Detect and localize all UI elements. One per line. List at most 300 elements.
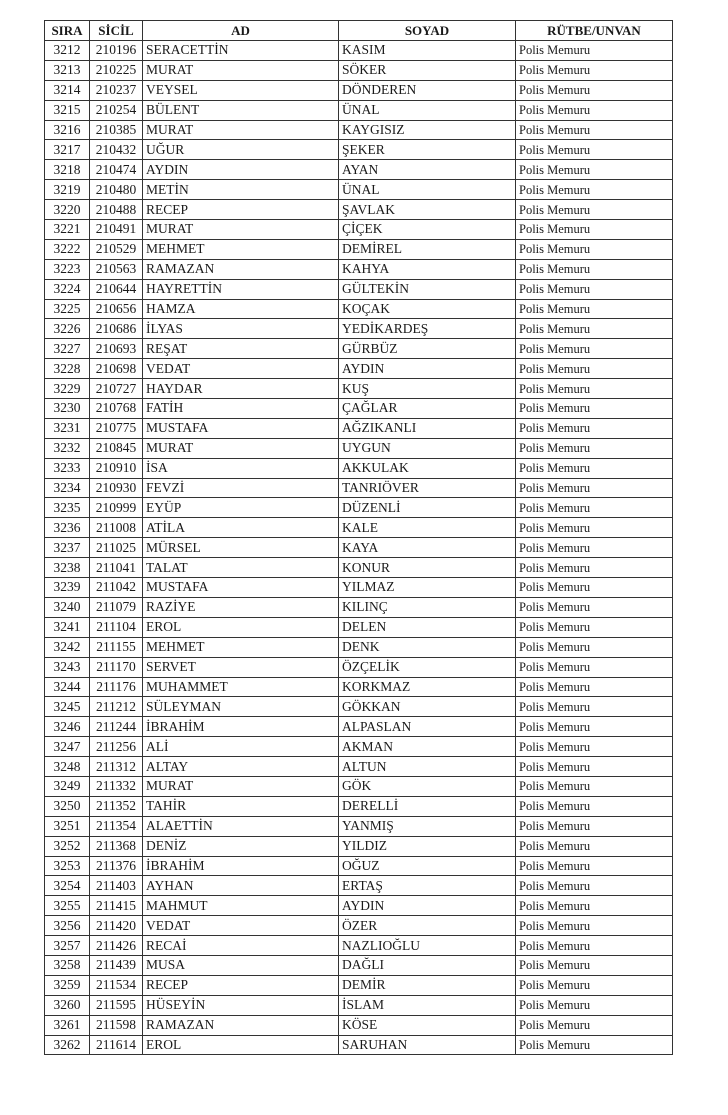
soyad-cell: ÖZÇELİK — [339, 657, 516, 677]
sira-cell: 3253 — [45, 856, 90, 876]
ad-cell: REŞAT — [143, 339, 339, 359]
table-row — [45, 796, 673, 816]
sira-cell: 3215 — [45, 100, 90, 120]
table-row — [45, 876, 673, 896]
table-row — [45, 239, 673, 259]
rutbe-cell: Polis Memuru — [516, 80, 673, 100]
soyad-cell: YEDİKARDEŞ — [339, 319, 516, 339]
sicil-cell: 211008 — [90, 518, 143, 538]
rutbe-cell: Polis Memuru — [516, 677, 673, 697]
table-row — [45, 359, 673, 379]
sicil-cell: 211104 — [90, 617, 143, 637]
sira-cell: 3213 — [45, 60, 90, 80]
rutbe-cell: Polis Memuru — [516, 120, 673, 140]
sicil-cell: 211244 — [90, 717, 143, 737]
ad-cell: ATİLA — [143, 518, 339, 538]
table-row — [45, 498, 673, 518]
sira-cell: 3224 — [45, 279, 90, 299]
sira-cell: 3247 — [45, 737, 90, 757]
sira-cell: 3257 — [45, 936, 90, 956]
sira-cell: 3251 — [45, 816, 90, 836]
rutbe-cell: Polis Memuru — [516, 498, 673, 518]
rutbe-cell: Polis Memuru — [516, 279, 673, 299]
header-rutbe: RÜTBE/UNVAN — [516, 21, 673, 41]
sicil-cell: 210845 — [90, 438, 143, 458]
ad-cell: HAYRETTİN — [143, 279, 339, 299]
ad-cell: TAHİR — [143, 796, 339, 816]
sira-cell: 3249 — [45, 776, 90, 796]
table-row — [45, 816, 673, 836]
soyad-cell: ÜNAL — [339, 180, 516, 200]
soyad-cell: YANMIŞ — [339, 816, 516, 836]
sicil-cell: 211595 — [90, 995, 143, 1015]
ad-cell: HÜSEYİN — [143, 995, 339, 1015]
sicil-cell: 211368 — [90, 836, 143, 856]
soyad-cell: ALPASLAN — [339, 717, 516, 737]
sira-cell: 3217 — [45, 140, 90, 160]
table-header-row — [45, 21, 673, 41]
table-row — [45, 478, 673, 498]
rutbe-cell: Polis Memuru — [516, 140, 673, 160]
rutbe-cell: Polis Memuru — [516, 200, 673, 220]
header-ad: AD — [143, 21, 339, 41]
table-row — [45, 697, 673, 717]
rutbe-cell: Polis Memuru — [516, 1015, 673, 1035]
soyad-cell: YILDIZ — [339, 836, 516, 856]
soyad-cell: YILMAZ — [339, 578, 516, 598]
sicil-cell: 211352 — [90, 796, 143, 816]
rutbe-cell: Polis Memuru — [516, 856, 673, 876]
ad-cell: MUSTAFA — [143, 578, 339, 598]
sira-cell: 3245 — [45, 697, 90, 717]
ad-cell: İBRAHİM — [143, 856, 339, 876]
sicil-cell: 210432 — [90, 140, 143, 160]
header-soyad: SOYAD — [339, 21, 516, 41]
soyad-cell: DÜZENLİ — [339, 498, 516, 518]
table-row — [45, 319, 673, 339]
sira-cell: 3225 — [45, 299, 90, 319]
ad-cell: FATİH — [143, 399, 339, 419]
rutbe-cell: Polis Memuru — [516, 478, 673, 498]
soyad-cell: ÇAĞLAR — [339, 399, 516, 419]
soyad-cell: KAYA — [339, 538, 516, 558]
table-row — [45, 299, 673, 319]
sicil-cell: 211332 — [90, 776, 143, 796]
rutbe-cell: Polis Memuru — [516, 597, 673, 617]
table-row — [45, 438, 673, 458]
ad-cell: RECAİ — [143, 936, 339, 956]
sicil-cell: 210693 — [90, 339, 143, 359]
rutbe-cell: Polis Memuru — [516, 697, 673, 717]
ad-cell: EYÜP — [143, 498, 339, 518]
table-row — [45, 518, 673, 538]
ad-cell: FEVZİ — [143, 478, 339, 498]
rutbe-cell: Polis Memuru — [516, 319, 673, 339]
sicil-cell: 210563 — [90, 259, 143, 279]
sira-cell: 3228 — [45, 359, 90, 379]
sira-cell: 3234 — [45, 478, 90, 498]
rutbe-cell: Polis Memuru — [516, 936, 673, 956]
soyad-cell: ÇİÇEK — [339, 220, 516, 240]
sicil-cell: 210237 — [90, 80, 143, 100]
sicil-cell: 210385 — [90, 120, 143, 140]
ad-cell: ALİ — [143, 737, 339, 757]
sicil-cell: 210491 — [90, 220, 143, 240]
sicil-cell: 211534 — [90, 975, 143, 995]
rutbe-cell: Polis Memuru — [516, 876, 673, 896]
sira-cell: 3244 — [45, 677, 90, 697]
rutbe-cell: Polis Memuru — [516, 399, 673, 419]
sicil-cell: 210698 — [90, 359, 143, 379]
soyad-cell: AYDIN — [339, 359, 516, 379]
rutbe-cell: Polis Memuru — [516, 657, 673, 677]
sicil-cell: 211598 — [90, 1015, 143, 1035]
ad-cell: EROL — [143, 617, 339, 637]
ad-cell: BÜLENT — [143, 100, 339, 120]
table-row — [45, 538, 673, 558]
soyad-cell: KUŞ — [339, 379, 516, 399]
table-row — [45, 776, 673, 796]
soyad-cell: ŞEKER — [339, 140, 516, 160]
sicil-cell: 210196 — [90, 41, 143, 61]
sira-cell: 3250 — [45, 796, 90, 816]
sira-cell: 3235 — [45, 498, 90, 518]
soyad-cell: GÖKKAN — [339, 697, 516, 717]
sira-cell: 3223 — [45, 259, 90, 279]
soyad-cell: KORKMAZ — [339, 677, 516, 697]
sira-cell: 3230 — [45, 399, 90, 419]
rutbe-cell: Polis Memuru — [516, 558, 673, 578]
ad-cell: RAZİYE — [143, 597, 339, 617]
soyad-cell: KASIM — [339, 41, 516, 61]
table-row — [45, 220, 673, 240]
table-row — [45, 955, 673, 975]
sira-cell: 3236 — [45, 518, 90, 538]
soyad-cell: DERELLİ — [339, 796, 516, 816]
rutbe-cell: Polis Memuru — [516, 816, 673, 836]
sicil-cell: 211415 — [90, 896, 143, 916]
ad-cell: MURAT — [143, 776, 339, 796]
rutbe-cell: Polis Memuru — [516, 458, 673, 478]
sira-cell: 3246 — [45, 717, 90, 737]
table-row — [45, 578, 673, 598]
soyad-cell: SÖKER — [339, 60, 516, 80]
ad-cell: ALTAY — [143, 757, 339, 777]
ad-cell: İLYAS — [143, 319, 339, 339]
soyad-cell: DELEN — [339, 617, 516, 637]
ad-cell: MÜRSEL — [143, 538, 339, 558]
table-row — [45, 896, 673, 916]
soyad-cell: DEMİREL — [339, 239, 516, 259]
sira-cell: 3222 — [45, 239, 90, 259]
table-row — [45, 637, 673, 657]
rutbe-cell: Polis Memuru — [516, 239, 673, 259]
ad-cell: RAMAZAN — [143, 1015, 339, 1035]
sicil-cell: 210930 — [90, 478, 143, 498]
rutbe-cell: Polis Memuru — [516, 757, 673, 777]
soyad-cell: GÜRBÜZ — [339, 339, 516, 359]
ad-cell: VEDAT — [143, 916, 339, 936]
soyad-cell: SARUHAN — [339, 1035, 516, 1055]
sira-cell: 3261 — [45, 1015, 90, 1035]
ad-cell: VEDAT — [143, 359, 339, 379]
soyad-cell: KONUR — [339, 558, 516, 578]
ad-cell: EROL — [143, 1035, 339, 1055]
table-row — [45, 558, 673, 578]
sira-cell: 3256 — [45, 916, 90, 936]
rutbe-cell: Polis Memuru — [516, 100, 673, 120]
sicil-cell: 210254 — [90, 100, 143, 120]
rutbe-cell: Polis Memuru — [516, 538, 673, 558]
soyad-cell: DEMİR — [339, 975, 516, 995]
soyad-cell: ÖZER — [339, 916, 516, 936]
soyad-cell: KÖSE — [339, 1015, 516, 1035]
table-row — [45, 1015, 673, 1035]
table-row — [45, 617, 673, 637]
ad-cell: SÜLEYMAN — [143, 697, 339, 717]
table-row — [45, 458, 673, 478]
sira-cell: 3248 — [45, 757, 90, 777]
soyad-cell: NAZLIOĞLU — [339, 936, 516, 956]
ad-cell: MURAT — [143, 438, 339, 458]
ad-cell: RECEP — [143, 975, 339, 995]
rutbe-cell: Polis Memuru — [516, 955, 673, 975]
header-sira: SIRA — [45, 21, 90, 41]
sira-cell: 3254 — [45, 876, 90, 896]
table-row — [45, 120, 673, 140]
soyad-cell: KALE — [339, 518, 516, 538]
ad-cell: MURAT — [143, 60, 339, 80]
ad-cell: İSA — [143, 458, 339, 478]
sira-cell: 3219 — [45, 180, 90, 200]
table-row — [45, 259, 673, 279]
rutbe-cell: Polis Memuru — [516, 995, 673, 1015]
sira-cell: 3232 — [45, 438, 90, 458]
sira-cell: 3259 — [45, 975, 90, 995]
ad-cell: ALAETTİN — [143, 816, 339, 836]
sira-cell: 3237 — [45, 538, 90, 558]
rutbe-cell: Polis Memuru — [516, 339, 673, 359]
rutbe-cell: Polis Memuru — [516, 896, 673, 916]
sicil-cell: 211041 — [90, 558, 143, 578]
rutbe-cell: Polis Memuru — [516, 637, 673, 657]
sicil-cell: 210768 — [90, 399, 143, 419]
table-row — [45, 856, 673, 876]
rutbe-cell: Polis Memuru — [516, 717, 673, 737]
soyad-cell: KILINÇ — [339, 597, 516, 617]
sira-cell: 3243 — [45, 657, 90, 677]
table-row — [45, 975, 673, 995]
soyad-cell: KOÇAK — [339, 299, 516, 319]
rutbe-cell: Polis Memuru — [516, 617, 673, 637]
header-sicil: SİCİL — [90, 21, 143, 41]
sira-cell: 3231 — [45, 418, 90, 438]
sicil-cell: 211439 — [90, 955, 143, 975]
sicil-cell: 210480 — [90, 180, 143, 200]
table-row — [45, 717, 673, 737]
ad-cell: HAYDAR — [143, 379, 339, 399]
sira-cell: 3240 — [45, 597, 90, 617]
table-row — [45, 916, 673, 936]
table-row — [45, 677, 673, 697]
sira-cell: 3242 — [45, 637, 90, 657]
sicil-cell: 211403 — [90, 876, 143, 896]
ad-cell: TALAT — [143, 558, 339, 578]
table-row — [45, 399, 673, 419]
rutbe-cell: Polis Memuru — [516, 41, 673, 61]
sicil-cell: 211354 — [90, 816, 143, 836]
ad-cell: HAMZA — [143, 299, 339, 319]
ad-cell: İBRAHİM — [143, 717, 339, 737]
ad-cell: MURAT — [143, 120, 339, 140]
sira-cell: 3238 — [45, 558, 90, 578]
sicil-cell: 210656 — [90, 299, 143, 319]
sicil-cell: 211170 — [90, 657, 143, 677]
sicil-cell: 211025 — [90, 538, 143, 558]
rutbe-cell: Polis Memuru — [516, 438, 673, 458]
sira-cell: 3218 — [45, 160, 90, 180]
table-row — [45, 80, 673, 100]
soyad-cell: AKMAN — [339, 737, 516, 757]
soyad-cell: AĞZIKANLI — [339, 418, 516, 438]
sicil-cell: 210225 — [90, 60, 143, 80]
ad-cell: MUHAMMET — [143, 677, 339, 697]
table-row — [45, 1035, 673, 1055]
ad-cell: VEYSEL — [143, 80, 339, 100]
ad-cell: RECEP — [143, 200, 339, 220]
sira-cell: 3241 — [45, 617, 90, 637]
sira-cell: 3239 — [45, 578, 90, 598]
table-row — [45, 200, 673, 220]
ad-cell: MUSA — [143, 955, 339, 975]
ad-cell: MEHMET — [143, 239, 339, 259]
sira-cell: 3216 — [45, 120, 90, 140]
rutbe-cell: Polis Memuru — [516, 737, 673, 757]
sira-cell: 3258 — [45, 955, 90, 975]
rutbe-cell: Polis Memuru — [516, 379, 673, 399]
ad-cell: MURAT — [143, 220, 339, 240]
soyad-cell: ÜNAL — [339, 100, 516, 120]
table-row — [45, 995, 673, 1015]
table-row — [45, 60, 673, 80]
table-body — [45, 41, 673, 1055]
sicil-cell: 211614 — [90, 1035, 143, 1055]
soyad-cell: AYDIN — [339, 896, 516, 916]
sira-cell: 3212 — [45, 41, 90, 61]
table-row — [45, 757, 673, 777]
ad-cell: SERVET — [143, 657, 339, 677]
sicil-cell: 210474 — [90, 160, 143, 180]
table-row — [45, 418, 673, 438]
sicil-cell: 210529 — [90, 239, 143, 259]
soyad-cell: AYAN — [339, 160, 516, 180]
sicil-cell: 210999 — [90, 498, 143, 518]
sira-cell: 3233 — [45, 458, 90, 478]
soyad-cell: KAYGISIZ — [339, 120, 516, 140]
sicil-cell: 210488 — [90, 200, 143, 220]
sicil-cell: 211212 — [90, 697, 143, 717]
table-row — [45, 100, 673, 120]
rutbe-cell: Polis Memuru — [516, 578, 673, 598]
rutbe-cell: Polis Memuru — [516, 220, 673, 240]
sira-cell: 3252 — [45, 836, 90, 856]
ad-cell: METİN — [143, 180, 339, 200]
table-row — [45, 279, 673, 299]
ad-cell: UĞUR — [143, 140, 339, 160]
table-row — [45, 140, 673, 160]
ad-cell: RAMAZAN — [143, 259, 339, 279]
ad-cell: AYDIN — [143, 160, 339, 180]
rutbe-cell: Polis Memuru — [516, 299, 673, 319]
sicil-cell: 211176 — [90, 677, 143, 697]
sira-cell: 3255 — [45, 896, 90, 916]
ad-cell: SERACETTİN — [143, 41, 339, 61]
soyad-cell: DÖNDEREN — [339, 80, 516, 100]
rutbe-cell: Polis Memuru — [516, 60, 673, 80]
sira-cell: 3220 — [45, 200, 90, 220]
soyad-cell: UYGUN — [339, 438, 516, 458]
soyad-cell: ŞAVLAK — [339, 200, 516, 220]
soyad-cell: DAĞLI — [339, 955, 516, 975]
soyad-cell: OĞUZ — [339, 856, 516, 876]
rutbe-cell: Polis Memuru — [516, 359, 673, 379]
sicil-cell: 211155 — [90, 637, 143, 657]
sicil-cell: 210644 — [90, 279, 143, 299]
sicil-cell: 211420 — [90, 916, 143, 936]
sicil-cell: 211312 — [90, 757, 143, 777]
ad-cell: MUSTAFA — [143, 418, 339, 438]
rutbe-cell: Polis Memuru — [516, 518, 673, 538]
table-row — [45, 339, 673, 359]
personnel-table — [44, 20, 673, 1055]
rutbe-cell: Polis Memuru — [516, 418, 673, 438]
soyad-cell: KAHYA — [339, 259, 516, 279]
table-row — [45, 160, 673, 180]
table-row — [45, 180, 673, 200]
sira-cell: 3260 — [45, 995, 90, 1015]
sicil-cell: 211042 — [90, 578, 143, 598]
rutbe-cell: Polis Memuru — [516, 796, 673, 816]
rutbe-cell: Polis Memuru — [516, 160, 673, 180]
table-row — [45, 597, 673, 617]
table-row — [45, 657, 673, 677]
soyad-cell: ERTAŞ — [339, 876, 516, 896]
sira-cell: 3214 — [45, 80, 90, 100]
ad-cell: DENİZ — [143, 836, 339, 856]
sira-cell: 3226 — [45, 319, 90, 339]
soyad-cell: TANRIÖVER — [339, 478, 516, 498]
rutbe-cell: Polis Memuru — [516, 259, 673, 279]
rutbe-cell: Polis Memuru — [516, 975, 673, 995]
rutbe-cell: Polis Memuru — [516, 180, 673, 200]
ad-cell: MEHMET — [143, 637, 339, 657]
table-row — [45, 836, 673, 856]
sicil-cell: 210686 — [90, 319, 143, 339]
rutbe-cell: Polis Memuru — [516, 1035, 673, 1055]
soyad-cell: İSLAM — [339, 995, 516, 1015]
table-row — [45, 936, 673, 956]
sicil-cell: 210727 — [90, 379, 143, 399]
rutbe-cell: Polis Memuru — [516, 776, 673, 796]
sicil-cell: 211426 — [90, 936, 143, 956]
soyad-cell: DENK — [339, 637, 516, 657]
sicil-cell: 210910 — [90, 458, 143, 478]
sira-cell: 3229 — [45, 379, 90, 399]
sicil-cell: 211376 — [90, 856, 143, 876]
soyad-cell: GÜLTEKİN — [339, 279, 516, 299]
sicil-cell: 210775 — [90, 418, 143, 438]
table-row — [45, 41, 673, 61]
